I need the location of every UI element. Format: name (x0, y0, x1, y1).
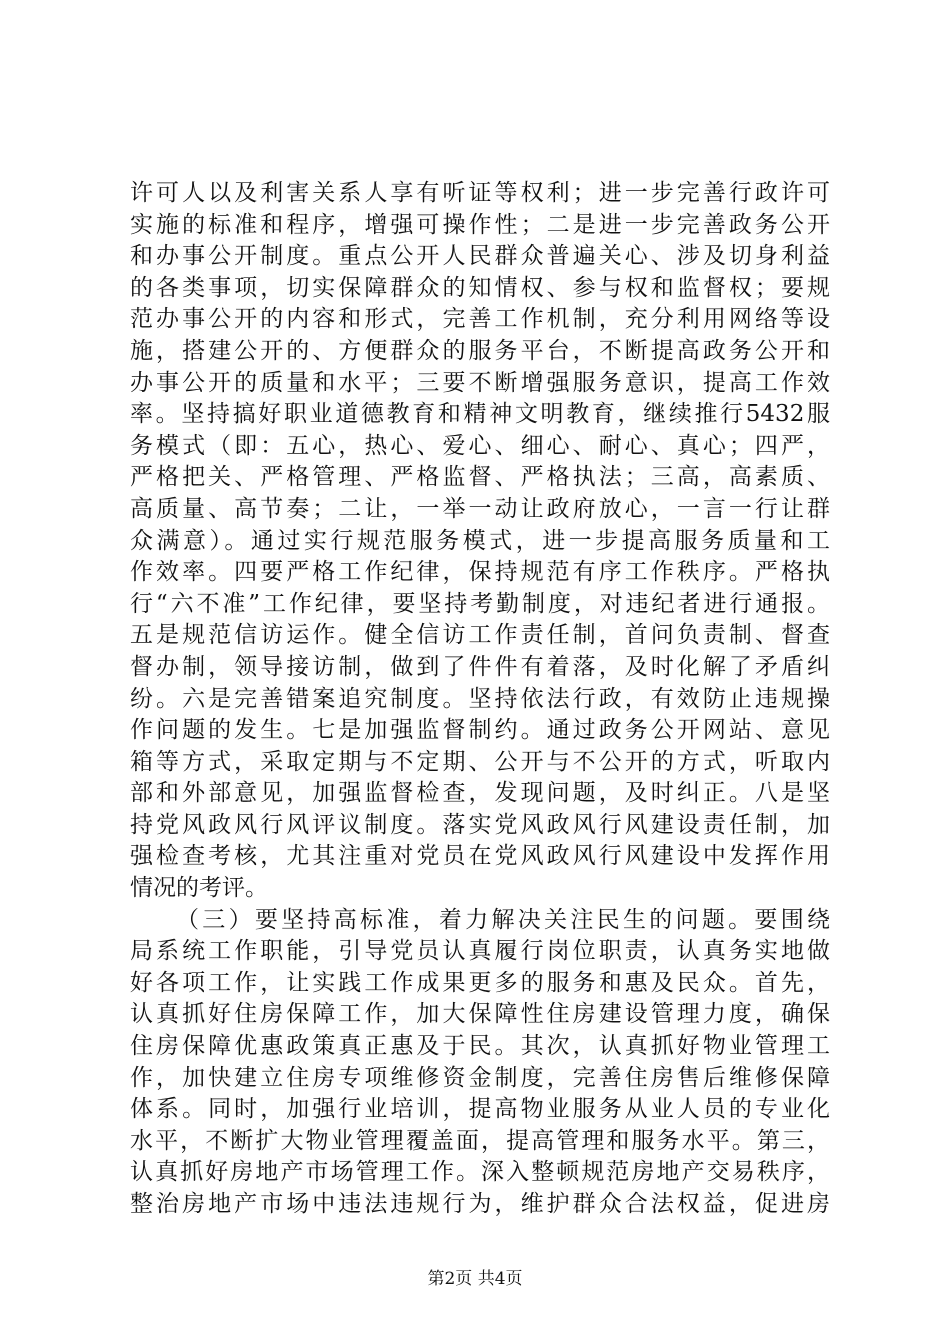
text-line: 水平，不断扩大物业管理覆盖面，提高管理和服务水平。第三， (130, 1127, 830, 1154)
text-line: 严格把关、严格管理、严格监督、严格执法；三高，高素质、 (130, 464, 830, 491)
text-line: 箱等方式，采取定期与不定期、公开与不公开的方式，听取内 (130, 748, 830, 775)
text-line: 办事公开的质量和水平；三要不断增强服务意识，提高工作效 (130, 369, 830, 396)
text-line: 高质量、高节奏；二让，一举一动让政府放心，一言一行让群 (130, 495, 830, 522)
text-line: （三）要坚持高标准，着力解决关注民生的问题。要围绕 (176, 906, 830, 933)
text-line: 五是规范信访运作。健全信访工作责任制，首问负责制、督查 (130, 622, 830, 649)
text-line: 作，加快建立住房专项维修资金制度，完善住房售后维修保障 (130, 1064, 830, 1091)
text-line: 局系统工作职能，引导党员认真履行岗位职责，认真务实地做 (130, 938, 830, 965)
text-line: 施，搭建公开的、方便群众的服务平台，不断提高政务公开和 (130, 337, 830, 364)
text-line: 范办事公开的内容和形式，完善工作机制，充分利用网络等设 (130, 306, 830, 333)
text-line: 实施的标准和程序，增强可操作性；二是进一步完善政务公开 (130, 211, 830, 238)
text-line: 持党风政风行风评议制度。落实党风政风行风建设责任制，加 (130, 811, 830, 838)
text-line: 许可人以及利害关系人享有听证等权利；进一步完善行政许可 (130, 180, 830, 206)
text-line: 好各项工作，让实践工作成果更多的服务和惠及民众。首先， (130, 969, 830, 996)
text-line: 作问题的发生。七是加强监督制约。通过政务公开网站、意见 (130, 717, 830, 744)
text-line: 纷。六是完善错案追究制度。坚持依法行政，有效防止违规操 (130, 685, 830, 712)
text-line: 住房保障优惠政策真正惠及于民。其次，认真抓好物业管理工 (130, 1033, 830, 1060)
text-line: 众满意）。通过实行规范服务模式，进一步提高服务质量和工 (130, 527, 830, 554)
text-line: 强检查考核，尤其注重对党员在党风政风行风建设中发挥作用 (130, 843, 830, 870)
page-number-footer: 第2页 共4页 (427, 1269, 523, 1289)
text-line: 和办事公开制度。重点公开人民群众普遍关心、涉及切身利益 (130, 243, 830, 270)
document-body (130, 178, 830, 1221)
text-line: 的各类事项，切实保障群众的知情权、参与权和监督权；要规 (130, 274, 830, 301)
text-line: 率。坚持搞好职业道德教育和精神文明教育，继续推行5432服 (130, 401, 830, 428)
text-line: 认真抓好房地产市场管理工作。深入整顿规范房地产交易秩序， (130, 1159, 830, 1186)
text-line: 督办制，领导接访制，做到了件件有着落，及时化解了矛盾纠 (130, 653, 830, 680)
text-line: 部和外部意见，加强监督检查，发现问题，及时纠正。八是坚 (130, 780, 830, 807)
text-line: 行“六不准”工作纪律，要坚持考勤制度，对违纪者进行通报。 (130, 590, 830, 617)
text-line: 作效率。四要严格工作纪律，保持规范有序工作秩序。严格执 (130, 559, 830, 586)
text-line: 认真抓好住房保障工作，加大保障性住房建设管理力度，确保 (130, 1001, 830, 1028)
text-line: 体系。同时，加强行业培训，提高物业服务从业人员的专业化 (130, 1096, 830, 1123)
text-line: 务模式（即：五心，热心、爱心、细心、耐心、真心；四严， (130, 432, 830, 459)
text-line: 整治房地产市场中违法违规行为，维护群众合法权益，促进房 (130, 1191, 830, 1217)
text-line: 情况的考评。 (130, 875, 268, 902)
